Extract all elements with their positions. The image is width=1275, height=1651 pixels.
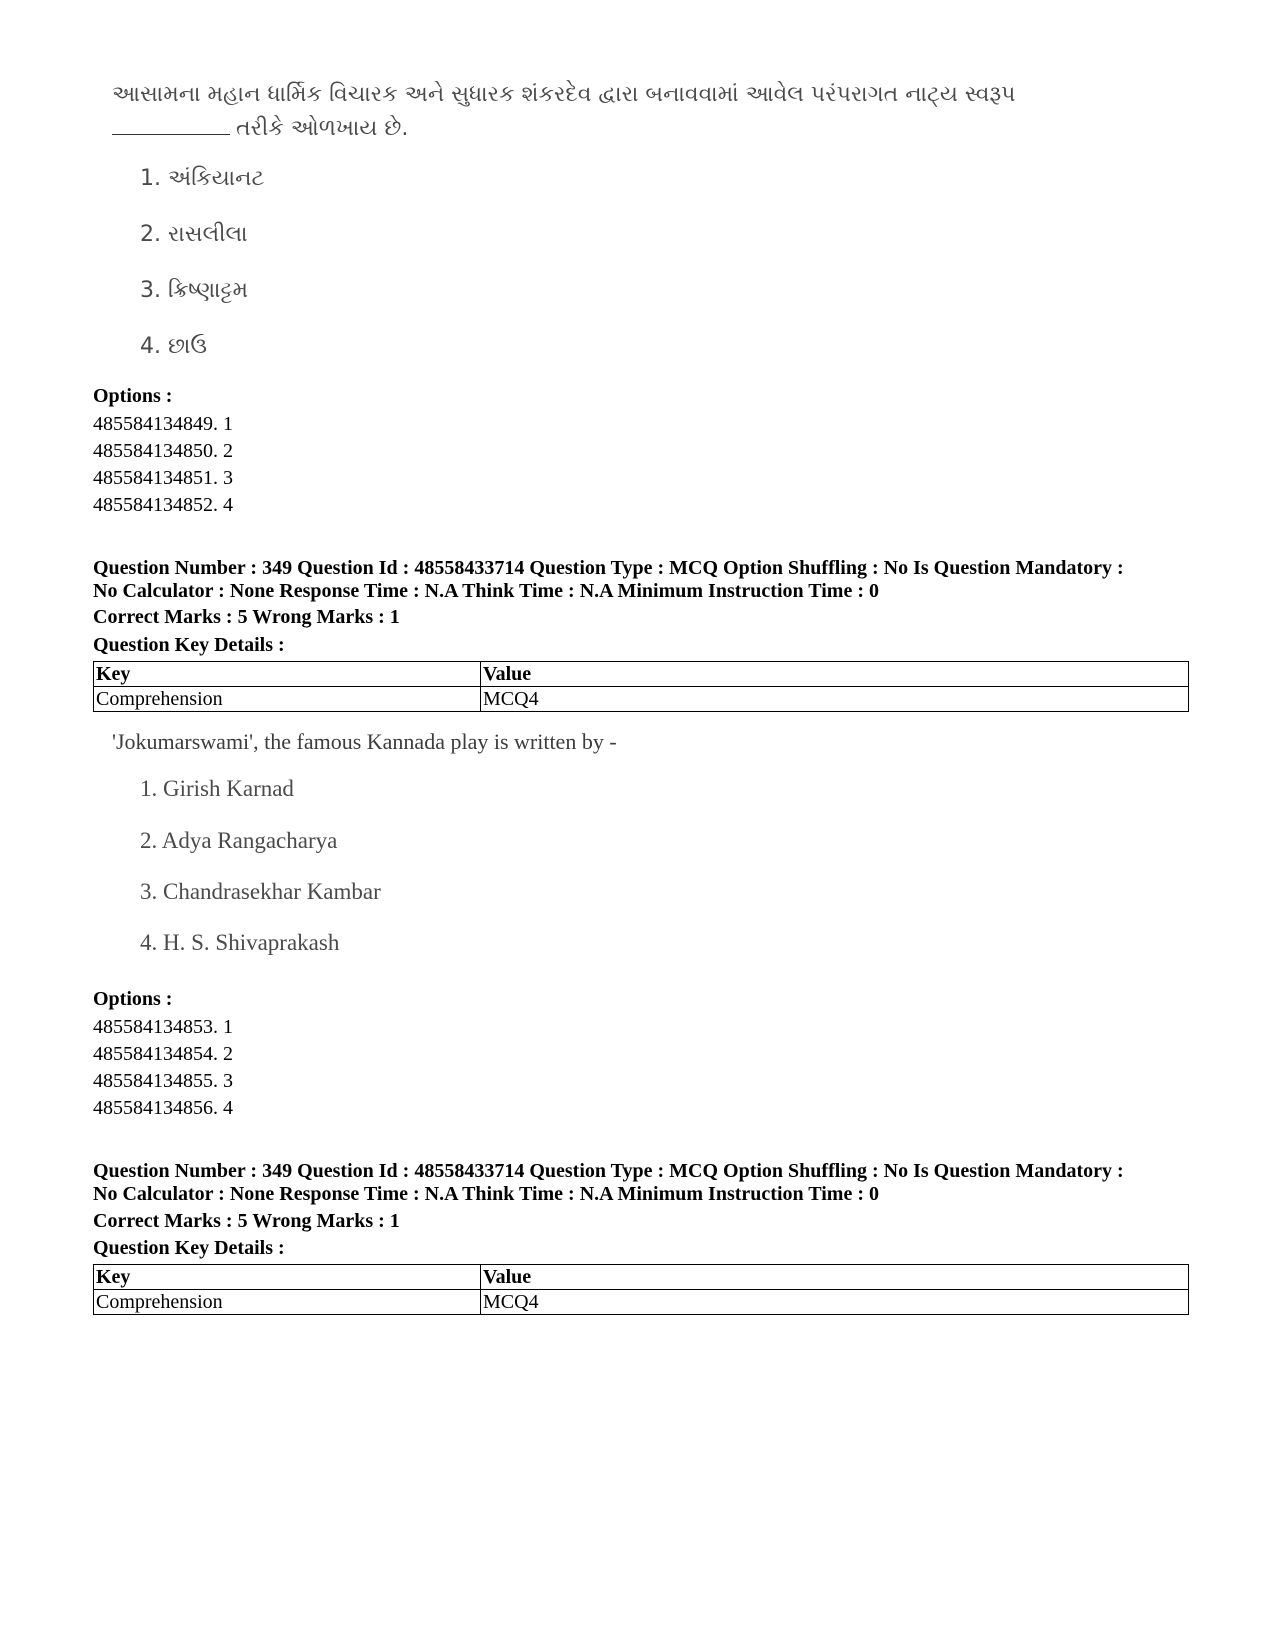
choice-2: 2. Adya Rangacharya (140, 828, 338, 853)
meta-line-2: No Calculator : None Response Time : N.A Think Time : N.A Minimum Instruction Time : 0 (93, 580, 879, 602)
table-header-row (94, 1265, 1189, 1290)
table-header-value: Value (481, 1265, 1189, 1290)
option-id-3: 485584134855. 3 (93, 1070, 233, 1092)
table-cell-value: MCQ4 (481, 687, 1189, 712)
table-cell-value: MCQ4 (481, 1290, 1189, 1315)
key-details-label: Question Key Details : (93, 1237, 285, 1259)
choice-1: 1. અંકિયાનટ (140, 166, 265, 191)
option-id-1: 485584134849. 1 (93, 413, 233, 435)
key-details-table (93, 661, 1189, 712)
question-meta (93, 1160, 1193, 1206)
table-header-value: Value (481, 662, 1189, 687)
key-details-table (93, 1264, 1189, 1315)
meta-line-1: Question Number : 349 Question Id : 48558433714 Question Type : MCQ Option Shuffling : No Is Question Mandatory : (93, 557, 1124, 579)
option-id-3: 485584134851. 3 (93, 467, 233, 489)
table-cell-key: Comprehension (94, 1290, 481, 1315)
question-text-gujarati (112, 78, 1015, 146)
table-header-key: Key (94, 662, 481, 687)
meta-line-2: No Calculator : None Response Time : N.A Think Time : N.A Minimum Instruction Time : 0 (93, 1183, 879, 1205)
question-meta (93, 557, 1193, 603)
table-row (94, 687, 1189, 712)
table-header-key: Key (94, 1265, 481, 1290)
question-text-english: 'Jokumarswami', the famous Kannada play is written by - (112, 729, 617, 754)
question-line-1: આસામના મહાન ધાર્મિક વિચારક અને સુધારક શંકરદેવ દ્વારા બનાવવામાં આવેલ પરંપરાગત નાટ્ય સ્વરૂપ (112, 82, 1016, 107)
choice-4: 4. H. S. Shivaprakash (140, 930, 340, 955)
option-id-4: 485584134856. 4 (93, 1097, 233, 1119)
options-label: Options : (93, 988, 173, 1010)
option-id-2: 485584134850. 2 (93, 440, 233, 462)
choice-2: 2. રાસલીલા (140, 222, 248, 247)
question-line-2: તરીકે ઓળખાય છે. (112, 112, 1015, 146)
table-row (94, 1290, 1189, 1315)
table-header-row (94, 662, 1189, 687)
choice-4: 4. છાઉ (140, 334, 208, 359)
choice-3: 3. ક્રિષ્ણાટ્ટમ (140, 278, 248, 303)
answer-blank (112, 118, 230, 135)
marks-line: Correct Marks : 5 Wrong Marks : 1 (93, 1210, 400, 1232)
options-label: Options : (93, 385, 173, 407)
table-cell-key: Comprehension (94, 687, 481, 712)
meta-line-1: Question Number : 349 Question Id : 48558433714 Question Type : MCQ Option Shuffling : No Is Question Mandatory : (93, 1160, 1124, 1182)
choice-1: 1. Girish Karnad (140, 776, 294, 801)
option-id-2: 485584134854. 2 (93, 1043, 233, 1065)
option-id-4: 485584134852. 4 (93, 494, 233, 516)
key-details-label: Question Key Details : (93, 634, 285, 656)
option-id-1: 485584134853. 1 (93, 1016, 233, 1038)
marks-line: Correct Marks : 5 Wrong Marks : 1 (93, 606, 400, 628)
choice-3: 3. Chandrasekhar Kambar (140, 879, 381, 904)
